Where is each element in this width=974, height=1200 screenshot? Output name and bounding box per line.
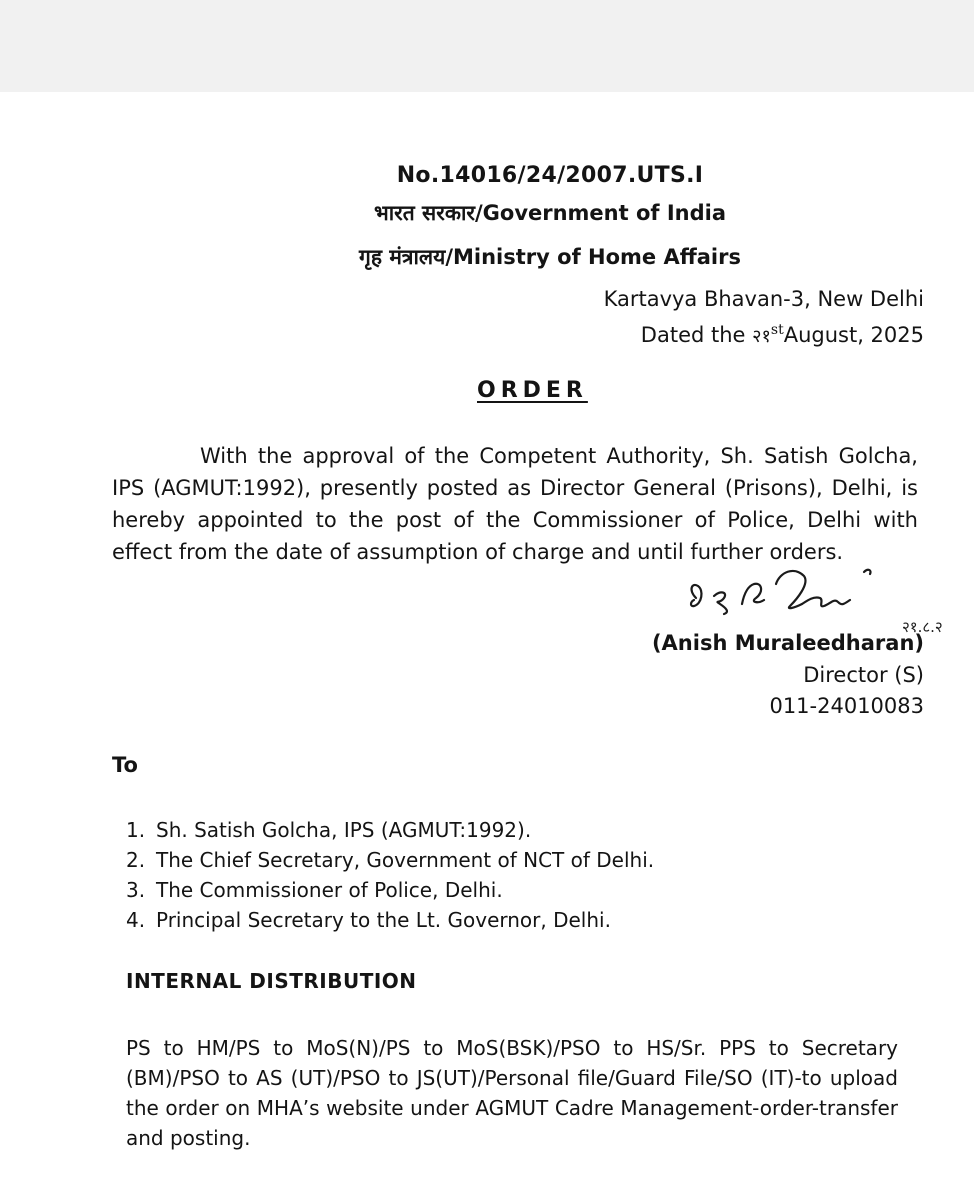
list-item-text: The Commissioner of Police, Delhi.	[156, 878, 503, 902]
reference-number: No.14016/24/2007.UTS.I	[396, 163, 704, 188]
list-item	[126, 905, 654, 935]
order-title: ORDER	[477, 378, 588, 403]
list-item-text: The Chief Secretary, Government of NCT of Delhi.	[156, 848, 655, 872]
top-margin-band	[0, 0, 974, 92]
government-line: भारत सरकार/Government of India	[373, 201, 727, 225]
signature-date: २१.८.२	[902, 618, 943, 636]
recipients-heading: To	[112, 753, 138, 777]
place-line: Kartavya Bhavan-3, New Delhi	[603, 287, 924, 311]
date-line	[641, 317, 924, 350]
list-item-number: 1.	[126, 818, 146, 842]
handwritten-signature	[684, 560, 974, 640]
recipients-list	[126, 815, 654, 935]
signatory-name: (Anish Muraleedharan)	[651, 631, 924, 655]
list-item-number: 2.	[126, 848, 146, 872]
date-rest: August, 2025	[783, 323, 924, 347]
list-item-number: 3.	[126, 878, 146, 902]
list-item-text: Principal Secretary to the Lt. Governor, Delhi.	[156, 908, 611, 932]
list-item-number: 4.	[126, 908, 146, 932]
internal-distribution-text: PS to HM/PS to MoS(N)/PS to MoS(BSK)/PSO to HS/Sr. PPS to Secretary (BM)/PSO to AS (UT)/PSO to JS(UT)/Personal file/Guard File/SO (IT)-to upload the order on MHA’s website under AGMUT Cadre Management-order-transfer and posting.	[126, 1036, 898, 1150]
signatory-phone: 011-24010083	[769, 694, 924, 718]
order-body: With the approval of the Competent Authority, Sh. Satish Golcha, IPS (AGMUT:1992), presently posted as Director General (Prisons), Delhi, is hereby appointed to the post of the Commissioner of Police, Delhi with effect from the date of assumption of charge and until further orders.	[112, 444, 918, 564]
list-item	[126, 845, 654, 875]
date-prefix: Dated the	[640, 323, 746, 347]
signatory-designation: Director (S)	[803, 663, 924, 687]
list-item-text: Sh. Satish Golcha, IPS (AGMUT:1992).	[156, 818, 532, 842]
date-suffix: st	[770, 322, 784, 338]
ministry-line: गृह मंत्रालय/Ministry of Home Affairs	[359, 245, 741, 269]
list-item	[126, 875, 654, 905]
date-day-handwritten: २१	[752, 326, 771, 347]
internal-distribution-heading: INTERNAL DISTRIBUTION	[126, 969, 417, 993]
list-item	[126, 815, 654, 845]
